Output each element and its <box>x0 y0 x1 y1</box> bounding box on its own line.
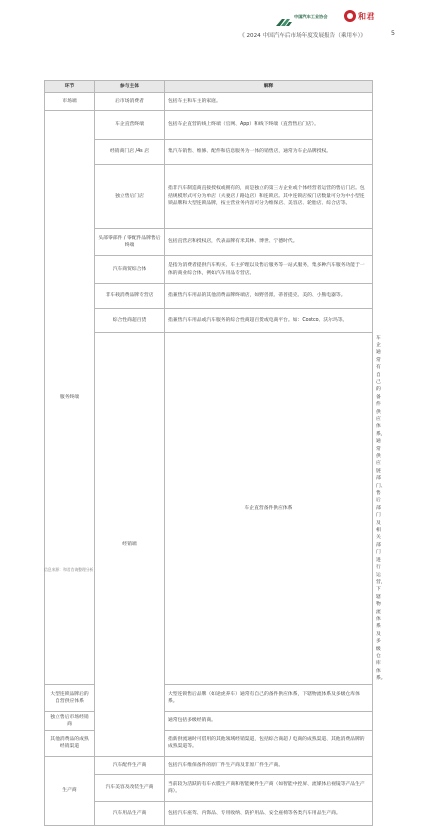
subject-cell: 经销商门店 /4s 店 <box>95 140 165 165</box>
brand-logo <box>344 10 375 22</box>
link-cell-manufacturer: 生产商 <box>45 756 95 825</box>
table-row <box>45 685 373 712</box>
table-row <box>45 756 373 774</box>
subject-cell: 综合性商超百货 <box>95 309 165 333</box>
explanation-cell: 当前较为活跃的有车衣膜生产商和智能硬件生产商（如智能中控屏、流媒体后视镜等产品生产商）。 <box>165 774 373 801</box>
subject-cell: 其他消费品的成熟经销渠道 <box>45 730 95 756</box>
table-row <box>45 93 373 111</box>
subject-cell: 汽车配件生产商 <box>95 756 165 774</box>
explanation-cell: 包括直营店和授权店，代表品牌有米其林、博世、宁德时代。 <box>165 229 373 256</box>
table-row <box>45 284 373 309</box>
header-link: 环节 <box>45 81 95 93</box>
table-row <box>45 801 373 825</box>
table-row <box>45 111 373 140</box>
subject-cell: 汽车美容及改装生产商 <box>95 774 165 801</box>
org-logo-icon <box>276 12 292 21</box>
table-row <box>45 256 373 284</box>
table-row <box>45 774 373 801</box>
table-row <box>45 712 373 731</box>
source-note: 信息来源：和君咨询整理分析 <box>44 567 94 572</box>
table-row <box>45 309 373 333</box>
subject-cell: 后市场消费者 <box>95 93 165 111</box>
explanation-cell: 包括车企直营的线上终端（官网、App）和线下终端（直营售后门店）。 <box>165 111 373 140</box>
explanation-cell: 包括车主和车主的家庭。 <box>165 93 373 111</box>
explanation-cell: 指新供流通时可借用的其他领域经销渠道，包括综合商超 / 电商的成熟渠道、其他消费品牌的成熟渠道等。 <box>165 730 373 756</box>
brand-logo-icon <box>344 10 356 22</box>
table-header-row <box>45 81 373 93</box>
org-logo-text: 中国汽车工业协会 <box>294 13 328 19</box>
table-row <box>45 140 373 165</box>
table-row <box>45 229 373 256</box>
header-explanation: 解释 <box>165 81 373 93</box>
document-title: 《 2024 中国汽车后市场年度发展报告（乘用车）》 <box>239 33 366 39</box>
subject-cell: 车企直营备件供应体系 <box>165 333 373 685</box>
org-logo <box>276 12 328 21</box>
table-row <box>45 165 373 229</box>
table-row <box>45 730 373 756</box>
page-number: 5 <box>391 30 395 37</box>
explanation-cell: 包括汽车座驾、内饰品、专用收纳、防护用品、安全座椅等各类汽车用品生产商。 <box>165 801 373 825</box>
brand-logo-text: 和君 <box>358 11 375 21</box>
link-cell-distribution: 经销端 <box>95 333 165 757</box>
link-cell-market: 市场端 <box>45 93 95 111</box>
explanation-cell: 大型连锁售后品牌（如途虎养车）通常有自己的备件供应体系，下辖物流体系及多级仓库体系。 <box>165 685 373 712</box>
explanation-cell: 指兼售汽车用品或汽车服务的综合性商超百货或电商平台。如：Costco、沃尔玛等。 <box>165 309 373 333</box>
page-header <box>0 0 424 52</box>
subject-cell: 非车载消费品牌专营店 <box>95 284 165 309</box>
link-cell-service: 服务终端 <box>45 111 95 685</box>
subject-cell: 独立售后门店 <box>95 165 165 229</box>
explanation-cell: 集汽车销售、维修、配件和信息服务为一体的销售店，通常为车企品牌授权。 <box>165 140 373 165</box>
explanation-cell: 指兼售汽车用品的其他消费品牌终端店，如野兽派、蒂普提克、美的、小熊电器等。 <box>165 284 373 309</box>
subject-cell: 汽车商贸综合体 <box>95 256 165 284</box>
explanation-cell: 指非汽车制造商直接授权或拥有的，而是独立的第三方企业或个体经营者运营的售后门店。包括规模形式可分为单店（夫妻店 / 路边店）和连锁店。其中连锁店按门店数量可分为中小型连锁品牌和大型连锁品牌，按主营业务内容可分为维保店、美容店、轮胎店、综合店等。 <box>165 165 373 229</box>
explanation-cell: 包括汽车维保备件的原厂件生产商及非原厂件生产商。 <box>165 756 373 774</box>
explanation-cell: 是指为消费者提供汽车购买、车主护理以及售后服务等一站式服务，集多种汽车服务功能于一体的商业综合体，例如汽车用品专营店。 <box>165 256 373 284</box>
subject-cell: 车企直营终端 <box>95 111 165 140</box>
header-subject: 参与主体 <box>95 81 165 93</box>
subject-cell: 独立售后市场经销商 <box>45 712 95 731</box>
table-row: 经销端 车企直营备件供应体系 车企通常有自己的备件供应体系，通常供应链部门、售后部门及相关部门进行运营，下辖物流体系及多级仓库体系。 <box>45 333 373 685</box>
subject-cell: 大型连锁品牌后的自营供应体系 <box>45 685 95 712</box>
participants-table <box>44 80 386 826</box>
subject-cell: 汽车用品生产商 <box>95 801 165 825</box>
subject-cell: 头部零部件 / 零配件品牌售后终端 <box>95 229 165 256</box>
explanation-cell: 通常包括多级经销商。 <box>165 712 373 731</box>
